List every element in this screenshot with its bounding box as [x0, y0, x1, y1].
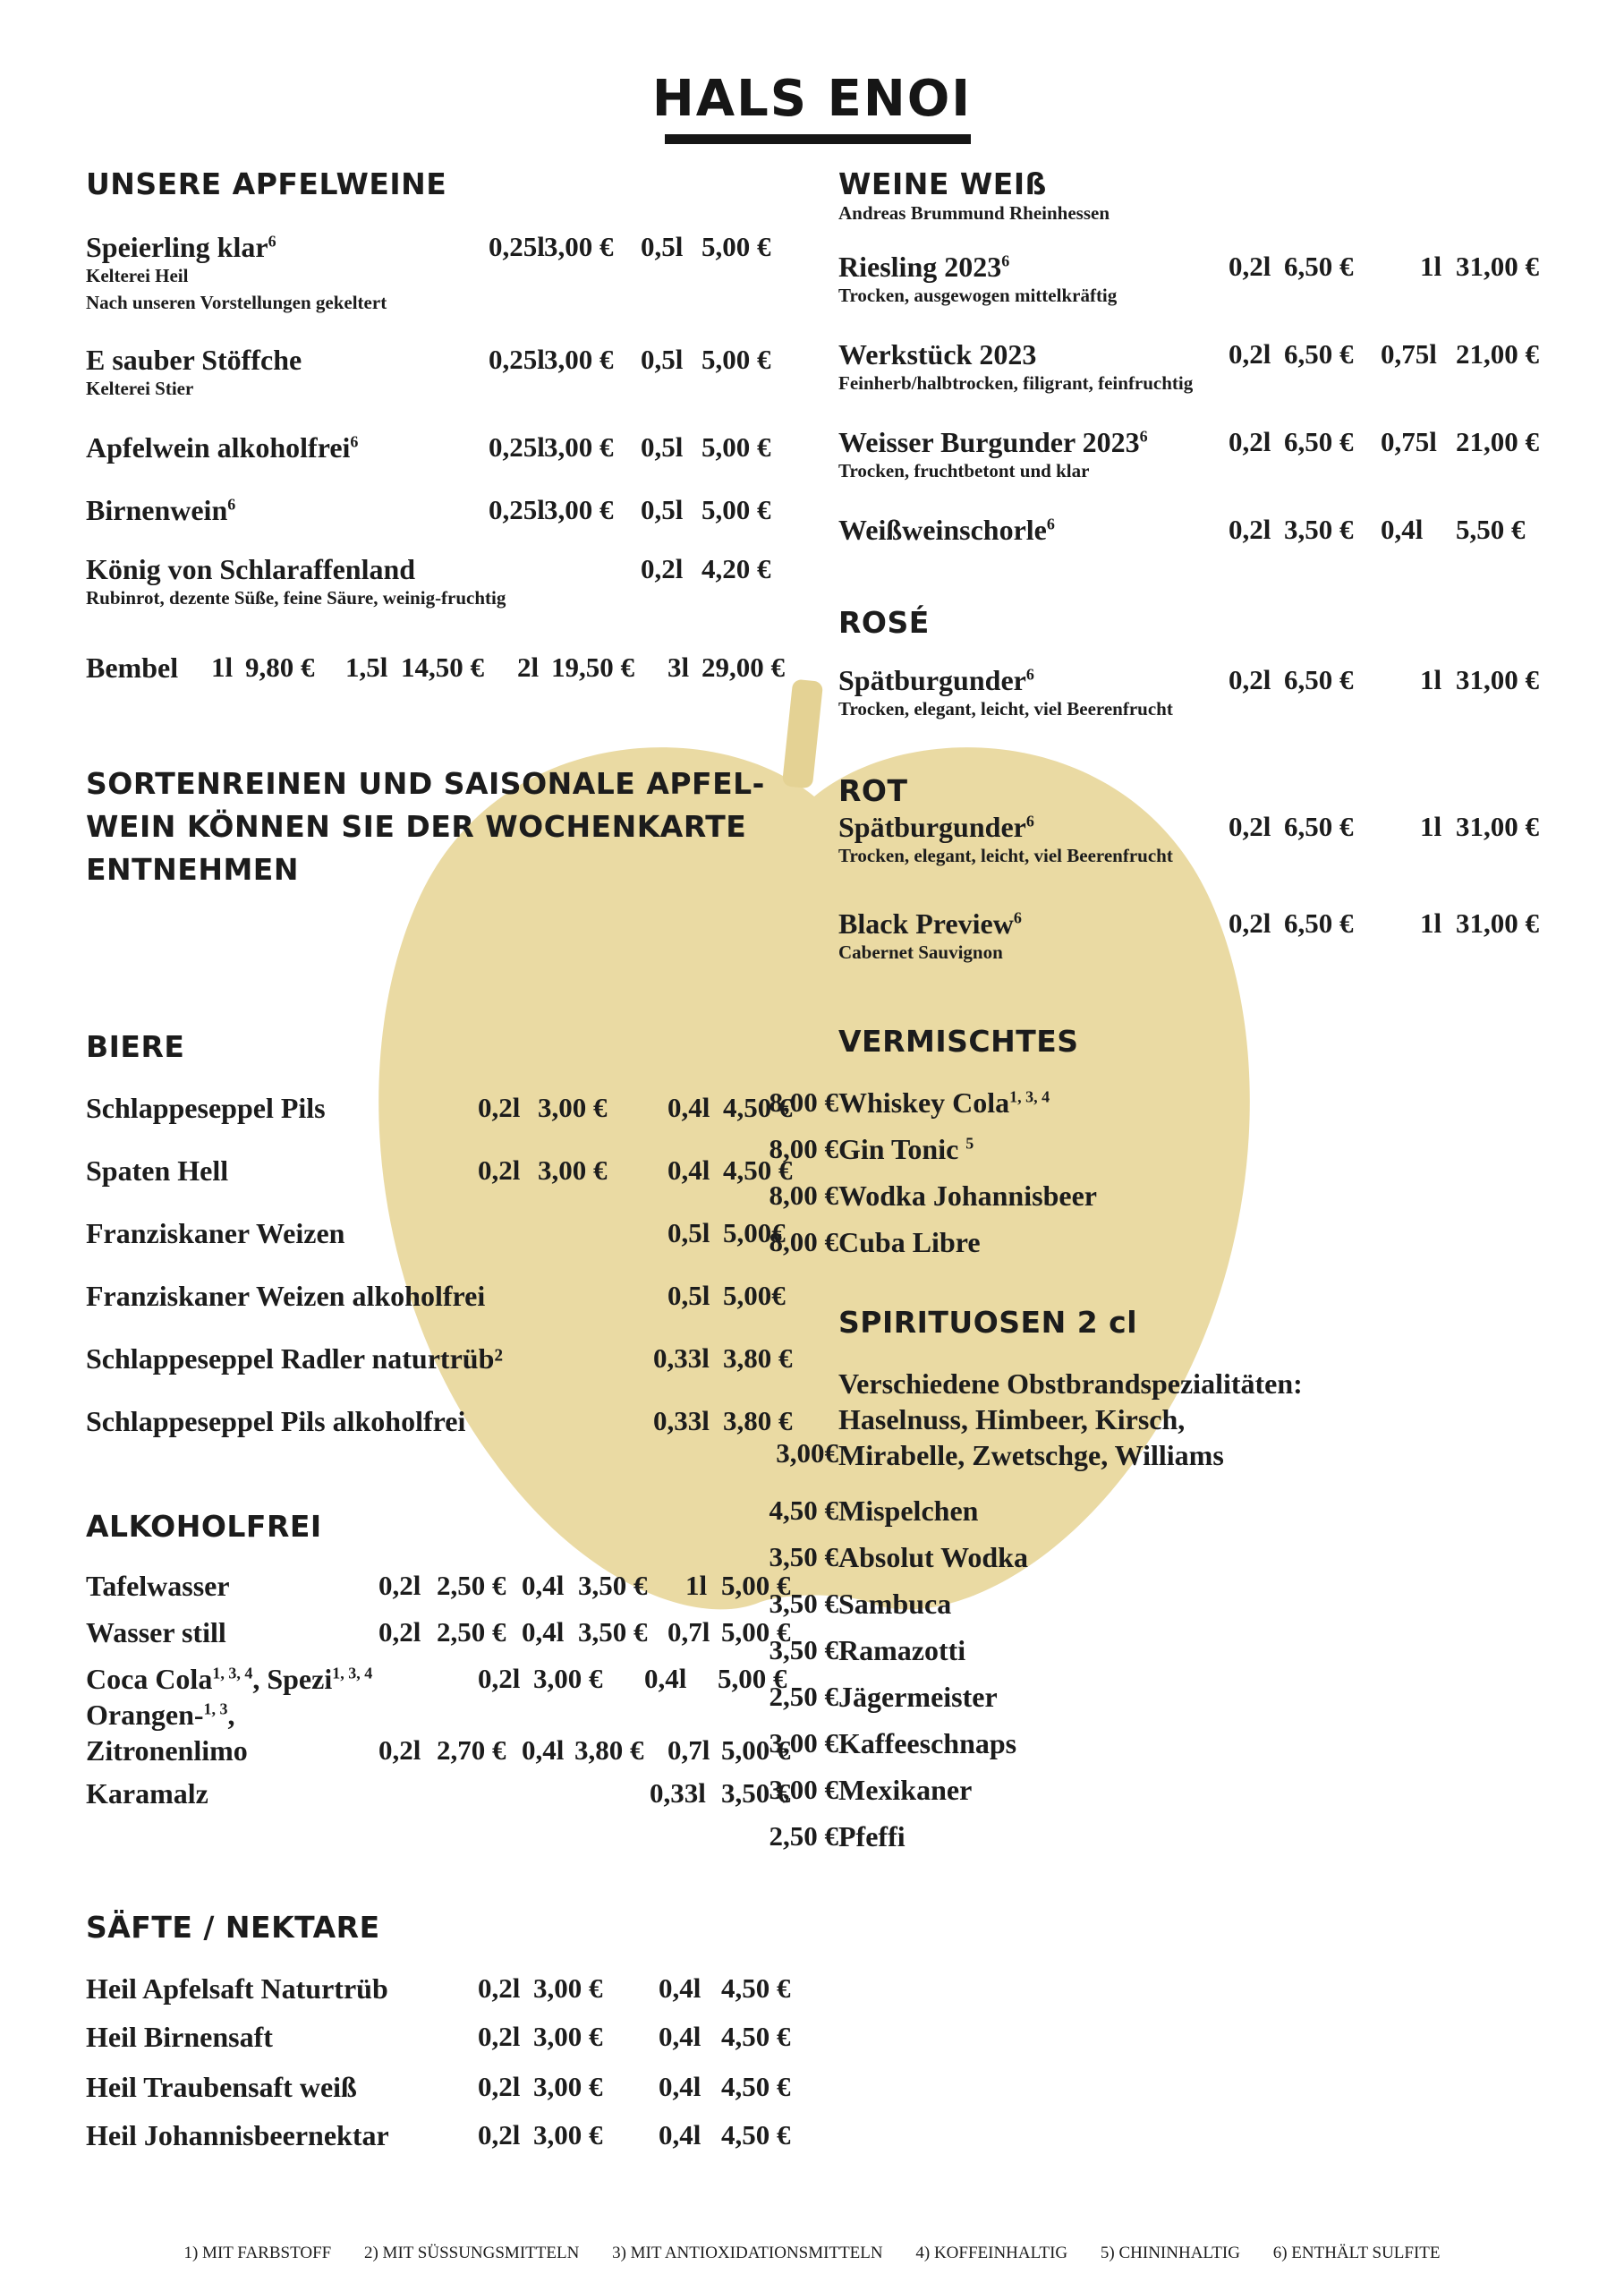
item-name-line-2: Zitronenlimo — [86, 1734, 248, 1767]
price-2: 4,20 € — [701, 553, 771, 584]
item-name: Spaten Hell — [86, 1154, 229, 1187]
item-price: 2,50 € — [769, 1820, 838, 1852]
spezi-footnote: 1, 3, 4 — [332, 1664, 373, 1682]
item-label: Riesling 2023 — [838, 251, 1002, 283]
size-1: 0,2l — [478, 1154, 521, 1186]
item-price: 3,00 € — [769, 1727, 838, 1759]
sortenrein-line: WEIN KÖNNEN SIE DER WOCHENKARTE — [86, 809, 747, 844]
item-name: Wasser still — [86, 1616, 226, 1648]
bembel-price-4: 29,00 € — [701, 652, 785, 683]
bembel-size-1: 1l — [211, 652, 234, 683]
item-footnote: 6 — [1025, 665, 1034, 684]
size-1: 0,2l — [478, 1663, 521, 1694]
item-name: Schlappeseppel Pils — [86, 1092, 326, 1124]
item-name: Absolut Wodka — [838, 1541, 1028, 1573]
item-label: Whiskey Cola — [838, 1086, 1010, 1119]
page-title: HALS ENOI — [651, 70, 973, 128]
item-price: 3,50 € — [769, 1634, 838, 1665]
apfelweine-heading: UNSERE APFELWEINE — [86, 166, 447, 201]
item-name: Heil Apfelsaft Naturtrüb — [86, 1972, 388, 2005]
item-label: Weisser Burgunder 2023 — [838, 426, 1140, 458]
price-2: 4,50 € — [721, 1972, 791, 2004]
size-2: 1l — [1420, 811, 1442, 842]
price-2: 3,80 € — [574, 1734, 644, 1766]
item-name — [86, 494, 235, 527]
size-1: 0,2l — [478, 2119, 521, 2150]
item-label: E sauber Stöffche — [86, 344, 302, 376]
item-description: Rubinrot, dezente Süße, feine Säure, weinig-fruchtig — [86, 587, 506, 609]
bembel-price-1: 9,80 € — [245, 652, 315, 683]
footnote: 3) MIT ANTIOXIDATIONSMITTELN — [612, 2244, 883, 2262]
price-2: 3,50 € — [578, 1570, 648, 1601]
rot-heading: ROT — [838, 773, 908, 808]
obstbrand-line: Mirabelle, Zwetschge, Williams — [838, 1439, 1224, 1471]
item-description: Cabernet Sauvignon — [838, 941, 1003, 963]
price-2: 5,00 € — [718, 1663, 787, 1694]
orangen-label: Orangen- — [86, 1699, 204, 1731]
weine-weiss-subheading: Andreas Brummund Rheinhessen — [838, 202, 1110, 224]
price-2: 31,00 € — [1456, 907, 1539, 939]
weine-weiss-heading: WEINE WEIß — [838, 166, 1047, 201]
footnote: 2) MIT SÜSSUNGSMITTELN — [363, 2244, 580, 2262]
item-label: Cuba Libre — [838, 1226, 981, 1258]
item-name — [838, 1226, 981, 1259]
item-price: 3,50 € — [769, 1588, 838, 1619]
size-2: 0,5l — [667, 1217, 710, 1248]
vermischtes-heading: VERMISCHTES — [838, 1024, 1079, 1059]
cola-label: Coca Cola — [86, 1663, 213, 1695]
item-name-line-1 — [86, 1699, 235, 1732]
item-label: Birnenwein — [86, 494, 228, 526]
size-2: 0,33l — [653, 1342, 710, 1374]
item-price: 8,00 € — [769, 1086, 838, 1118]
spirituosen-heading: SPIRITUOSEN 2 cl — [838, 1305, 1138, 1340]
size-1: 0,2l — [1229, 907, 1271, 939]
price-1: 3,00 € — [538, 1154, 608, 1186]
size-1: 0,2l — [478, 2021, 521, 2052]
item-price: 4,50 € — [769, 1495, 838, 1526]
item-name — [838, 1086, 1050, 1120]
price-3: 5,00 € — [721, 1734, 791, 1766]
item-name — [838, 907, 1022, 941]
item-name — [838, 514, 1055, 547]
item-name — [838, 338, 1036, 371]
size-2: 1l — [1420, 664, 1442, 695]
size-3: 0,7l — [667, 1616, 710, 1648]
item-name: Pfeffi — [838, 1820, 906, 1852]
footnote: 1) MIT FARBSTOFF — [183, 2244, 332, 2262]
price-2: 4,50 € — [723, 1154, 793, 1186]
size-3: 1l — [685, 1570, 708, 1601]
price-2: 5,00 € — [701, 494, 771, 525]
size-2: 0,4l — [522, 1570, 565, 1601]
item-name — [86, 431, 358, 464]
item-price: 8,00 € — [769, 1180, 838, 1211]
size-2: 0,5l — [641, 494, 684, 525]
bembel-price-3: 19,50 € — [551, 652, 634, 683]
size-2: 0,4l — [1381, 514, 1424, 545]
price-2: 5,00€ — [723, 1217, 786, 1248]
price-1: 3,00 € — [544, 494, 614, 525]
size-2: 0,4l — [659, 1972, 701, 2004]
price-1: 3,00 € — [544, 344, 614, 375]
bembel-price-2: 14,50 € — [401, 652, 484, 683]
size-1: 0,2l — [378, 1734, 421, 1766]
price-2: 4,50 € — [721, 2021, 791, 2052]
obstbrand-line: Haselnuss, Himbeer, Kirsch, — [838, 1403, 1186, 1435]
price-2: 31,00 € — [1456, 664, 1539, 695]
size-2: 0,2l — [641, 553, 684, 584]
size-1: 0,25l — [489, 344, 545, 375]
item-price: 8,00 € — [769, 1133, 838, 1164]
price-1: 6,50 € — [1284, 811, 1354, 842]
price-2: 31,00 € — [1456, 811, 1539, 842]
size-2: 1l — [1420, 907, 1442, 939]
price-1: 6,50 € — [1284, 251, 1354, 282]
size-1: 0,2l — [1229, 251, 1271, 282]
item-name: Schlappeseppel Radler naturtrüb² — [86, 1342, 503, 1375]
orangen-footnote: 1, 3 — [203, 1699, 228, 1718]
item-footnote: 1, 3, 4 — [1009, 1087, 1050, 1106]
price-2: 4,50 € — [723, 1092, 793, 1123]
item-description: Kelterei Stier — [86, 378, 194, 399]
item-label: Werkstück 2023 — [838, 338, 1037, 370]
bembel-size-4: 3l — [667, 652, 690, 683]
item-name — [86, 231, 276, 264]
price-2: 3,50 € — [578, 1616, 648, 1648]
item-price: 3,00 € — [769, 1774, 838, 1805]
item-description: Trocken, fruchtbetont und klar — [838, 460, 1090, 481]
item-footnote: 6 — [268, 232, 276, 251]
price-1: 3,00 € — [533, 2021, 603, 2052]
spezi-label: , Spezi — [252, 1663, 333, 1695]
item-description: Trocken, ausgewogen mittelkräftig — [838, 285, 1118, 306]
price-2: 4,50 € — [721, 2071, 791, 2102]
size-2: 0,4l — [667, 1092, 710, 1123]
price-1: 3,50 € — [1284, 514, 1354, 545]
item-label: Spätburgunder — [838, 811, 1026, 843]
size-2: 0,4l — [659, 2119, 701, 2150]
size-1: 0,2l — [478, 2071, 521, 2102]
item-footnote: 6 — [1013, 908, 1022, 927]
item-label: Apfelwein alkoholfrei — [86, 431, 351, 464]
item-footnote: 6 — [227, 495, 236, 514]
footnote: 5) CHININHALTIG — [1100, 2244, 1240, 2262]
price-2: 21,00 € — [1456, 338, 1539, 370]
footnotes — [0, 2244, 1624, 2263]
item-name: Heil Traubensaft weiß — [86, 2071, 357, 2103]
price-1: 6,50 € — [1284, 426, 1354, 457]
item-name — [86, 553, 415, 586]
item-description: Nach unseren Vorstellungen gekeltert — [86, 292, 387, 313]
item-name: Sambuca — [838, 1588, 952, 1620]
item-price: 2,50 € — [769, 1681, 838, 1712]
bembel-size-2: 1,5l — [345, 652, 388, 683]
orangen-comma: , — [227, 1699, 235, 1731]
item-name: Jägermeister — [838, 1681, 998, 1713]
item-name — [838, 251, 1009, 284]
item-name: Heil Johannisbeernektar — [86, 2119, 389, 2151]
price-2: 5,00 € — [701, 344, 771, 375]
size-2: 0,5l — [641, 231, 684, 262]
price-2: 3,80 € — [723, 1342, 793, 1374]
footnote: 4) KOFFEINHALTIG — [915, 2244, 1068, 2262]
item-name: Kaffeeschnaps — [838, 1727, 1017, 1759]
size-1: 0,2l — [1229, 514, 1271, 545]
obstbrand-text — [838, 1366, 1303, 1473]
item-description: Kelterei Heil — [86, 265, 189, 286]
item-name: Tafelwasser — [86, 1570, 230, 1602]
price-2: 5,00 € — [701, 431, 771, 463]
size-1: 0,2l — [1229, 664, 1271, 695]
bembel-label: Bembel — [86, 652, 179, 684]
item-name: Heil Birnensaft — [86, 2021, 273, 2053]
price-1: 2,70 € — [437, 1734, 506, 1766]
price-2: 31,00 € — [1456, 251, 1539, 282]
obstbrand-line: Verschiedene Obstbrandspezialitäten: — [838, 1367, 1303, 1400]
item-name: Ramazotti — [838, 1634, 966, 1666]
size-1: 0,2l — [1229, 338, 1271, 370]
sortenrein-line: SORTENREINEN UND SAISONALE APFEL- — [86, 766, 765, 801]
price-2: 5,50 € — [1456, 514, 1526, 545]
price-1: 2,50 € — [437, 1616, 506, 1648]
item-name — [838, 1133, 974, 1166]
biere-heading: BIERE — [86, 1029, 185, 1064]
bembel-size-3: 2l — [517, 652, 540, 683]
alkoholfrei-heading: ALKOHOLFREI — [86, 1509, 322, 1544]
price-1: 3,00 € — [533, 1663, 603, 1694]
price-3: 5,00 € — [721, 1570, 791, 1601]
item-name — [86, 344, 302, 377]
sortenrein-note — [86, 762, 765, 891]
size-1: 0,25l — [489, 231, 545, 262]
size-1: 0,2l — [478, 1972, 521, 2004]
size-2: 0,75l — [1381, 426, 1437, 457]
size-1: 0,2l — [478, 1092, 521, 1123]
item-footnote: 5 — [965, 1134, 974, 1153]
cola-footnote: 1, 3, 4 — [212, 1664, 253, 1682]
item-footnote: 6 — [1046, 515, 1055, 533]
item-name — [838, 426, 1148, 459]
size-2: 0,5l — [641, 431, 684, 463]
size-1: 0,25l — [489, 494, 545, 525]
size-1: 0,25l — [489, 431, 545, 463]
item-name: Franziskaner Weizen alkoholfrei — [86, 1280, 486, 1312]
price-2: 5,00 € — [701, 231, 771, 262]
price-1: 3,00 € — [533, 2071, 603, 2102]
item-label: Spätburgunder — [838, 664, 1026, 696]
item-name: Mexikaner — [838, 1774, 973, 1806]
title-underline — [665, 134, 971, 144]
size-2: 0,4l — [667, 1154, 710, 1186]
item-name: Mispelchen — [838, 1495, 979, 1527]
sortenrein-line: ENTNEHMEN — [86, 852, 299, 887]
size-1: 0,2l — [378, 1570, 421, 1601]
size-2: 0,4l — [522, 1734, 565, 1766]
size-1: 0,2l — [378, 1616, 421, 1648]
saefte-heading: SÄFTE / NEKTARE — [86, 1910, 380, 1945]
price-1: 3,00 € — [538, 1092, 608, 1123]
price-1: 3,00 € — [544, 431, 614, 463]
item-name: Karamalz — [86, 1777, 208, 1810]
item-name — [838, 1180, 1097, 1213]
item-footnote: 6 — [1139, 427, 1148, 446]
price-1: 3,00 € — [544, 231, 614, 262]
item-description: Trocken, elegant, leicht, viel Beerenfrucht — [838, 698, 1173, 720]
item-label: Wodka Johannisbeer — [838, 1180, 1097, 1212]
item-price: 8,00 € — [769, 1226, 838, 1257]
item-label: Gin Tonic — [838, 1133, 966, 1165]
size-2: 0,5l — [667, 1280, 710, 1311]
price-1: 6,50 € — [1284, 907, 1354, 939]
item-label: Weißweinschorle — [838, 514, 1047, 546]
size-2: 0,5l — [641, 344, 684, 375]
size-2: 1l — [1420, 251, 1442, 282]
price-2: 5,00€ — [723, 1280, 786, 1311]
item-label: Black Preview — [838, 907, 1014, 940]
size-2: 0,33l — [653, 1405, 710, 1436]
item-description: Trocken, elegant, leicht, viel Beerenfrucht — [838, 845, 1173, 866]
size-2: 0,4l — [659, 2071, 701, 2102]
price-3: 5,00 € — [721, 1616, 791, 1648]
item-footnote: 6 — [1025, 812, 1034, 830]
item-footnote: 6 — [1001, 251, 1010, 270]
rose-heading: ROSÉ — [838, 605, 930, 640]
item-label: Speierling klar — [86, 231, 268, 263]
size-3: 0,7l — [667, 1734, 710, 1766]
price-1: 6,50 € — [1284, 338, 1354, 370]
item-name: Schlappeseppel Pils alkoholfrei — [86, 1405, 466, 1437]
size-2: 0,4l — [659, 2021, 701, 2052]
price-2: 3,80 € — [723, 1405, 793, 1436]
footnote: 6) ENTHÄLT SULFITE — [1272, 2244, 1441, 2262]
size-2: 0,4l — [522, 1616, 565, 1648]
item-name: Franziskaner Weizen — [86, 1217, 345, 1249]
item-description: Feinherb/halbtrocken, filigrant, feinfruchtig — [838, 372, 1194, 394]
price-1: 3,00 € — [533, 1972, 603, 2004]
item-name — [838, 811, 1034, 844]
size-1: 0,33l — [650, 1777, 706, 1809]
size-1: 0,2l — [1229, 811, 1271, 842]
obstbrand-price: 3,00€ — [776, 1437, 838, 1469]
price-1: 3,00 € — [533, 2119, 603, 2150]
size-1: 0,2l — [1229, 426, 1271, 457]
price-1: 3,50 € — [721, 1777, 791, 1809]
item-name — [838, 664, 1034, 697]
item-label: König von Schlaraffenland — [86, 553, 416, 585]
item-price: 3,50 € — [769, 1541, 838, 1572]
price-2: 4,50 € — [721, 2119, 791, 2150]
size-2: 0,4l — [644, 1663, 687, 1694]
price-1: 2,50 € — [437, 1570, 506, 1601]
size-2: 0,75l — [1381, 338, 1437, 370]
item-name — [86, 1663, 372, 1696]
item-footnote: 6 — [350, 432, 359, 451]
price-1: 6,50 € — [1284, 664, 1354, 695]
price-2: 21,00 € — [1456, 426, 1539, 457]
